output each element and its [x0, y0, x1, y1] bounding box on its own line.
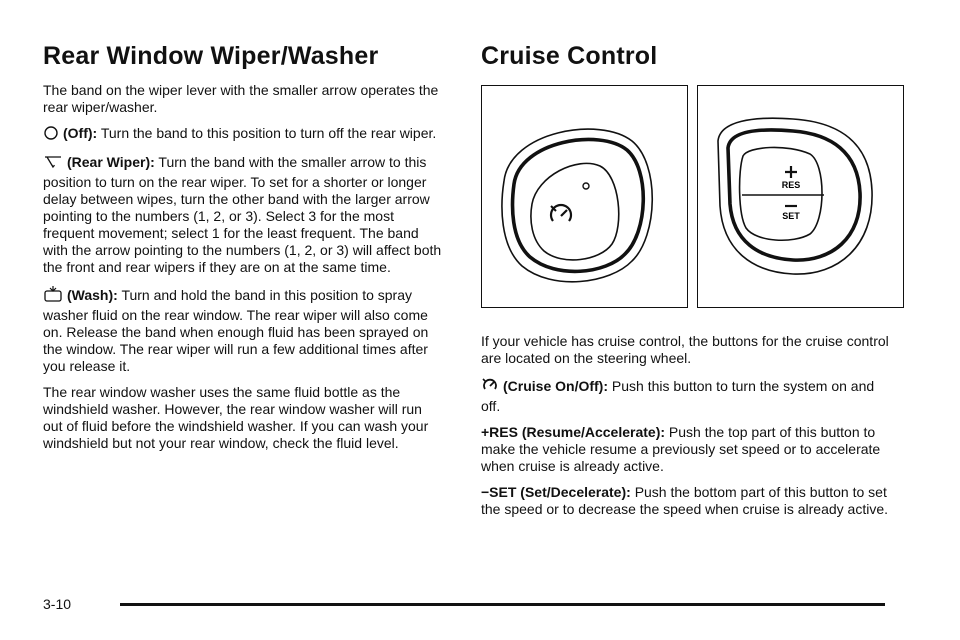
off-paragraph [43, 125, 443, 145]
wash-paragraph [43, 285, 443, 375]
rear-wiper-paragraph [43, 154, 443, 276]
cruise-onoff-figure [481, 85, 688, 308]
cruise-control-icon [481, 376, 499, 398]
res-text: Push the top part of this button to make the vehicle resume a previously set speed or to accelerate when cruise is already active. [481, 424, 881, 474]
cruise-control-body [481, 333, 891, 527]
circle-off-icon [43, 125, 59, 145]
cruise-intro: If your vehicle has cruise control, the buttons for the cruise control are located on the steering wheel. [481, 333, 889, 366]
rear-wiper-intro: The band on the wiper lever with the smaller arrow operates the rear wiper/washer. [43, 82, 439, 115]
set-label: SET [782, 211, 800, 221]
wash-text: Turn and hold the band in this position to spray washer fluid on the rear window. The rear wiper will also come on. Release the band when enough fluid has been sprayed on the window. The rear wiper will run a few additional times after you release it. [43, 287, 429, 374]
rear-wiper-body [43, 82, 443, 461]
cruise-control-icon [551, 205, 571, 221]
cruise-control-figures [481, 85, 891, 310]
res-term: +RES (Resume/Accelerate): [481, 424, 666, 440]
off-term: (Off): [63, 125, 98, 141]
rear-washer-icon [43, 285, 63, 307]
off-text: Turn the band to this position to turn off the rear wiper. [100, 125, 437, 141]
closing-paragraph: The rear window washer uses the same fluid bottle as the windshield washer. However, the rear window washer will run out of fluid before the windshield washer. If you can wash your windshield but not your rear window, check the fluid level. [43, 384, 429, 451]
set-term: −SET (Set/Decelerate): [481, 484, 631, 500]
cruise-res-set-figure [697, 85, 904, 308]
rear-wiper-text: Turn the band with the smaller arrow to this position to turn on the rear wiper. To set for a shorter or longer delay between wipes, turn the other band with the larger arrow pointing to the numbers (1, 2, or 3). Select 3 for the most frequent movement; select 1 for the least frequent. The band with the arrow pointing to the numbers (1, 2, or 3) will affect both the front and rear wipers if they are on at the same time. [43, 154, 442, 275]
onoff-term: (Cruise On/Off): [503, 378, 608, 394]
res-paragraph [481, 424, 891, 475]
footer-rule [120, 603, 885, 606]
set-text: Push the bottom part of this button to set the speed or to decrease the speed when cruise is already active. [481, 484, 889, 517]
onoff-paragraph [481, 376, 891, 415]
set-paragraph [481, 484, 891, 518]
wash-term: (Wash): [67, 287, 118, 303]
rear-wiper-icon [43, 154, 63, 174]
onoff-text: Push this button to turn the system on and off. [481, 378, 875, 414]
cruise-control-heading: Cruise Control [481, 42, 658, 70]
rear-wiper-heading: Rear Window Wiper/Washer [43, 42, 379, 70]
rear-wiper-term: (Rear Wiper): [67, 154, 155, 170]
page-number: 3-10 [43, 596, 72, 612]
res-label: RES [781, 180, 801, 190]
